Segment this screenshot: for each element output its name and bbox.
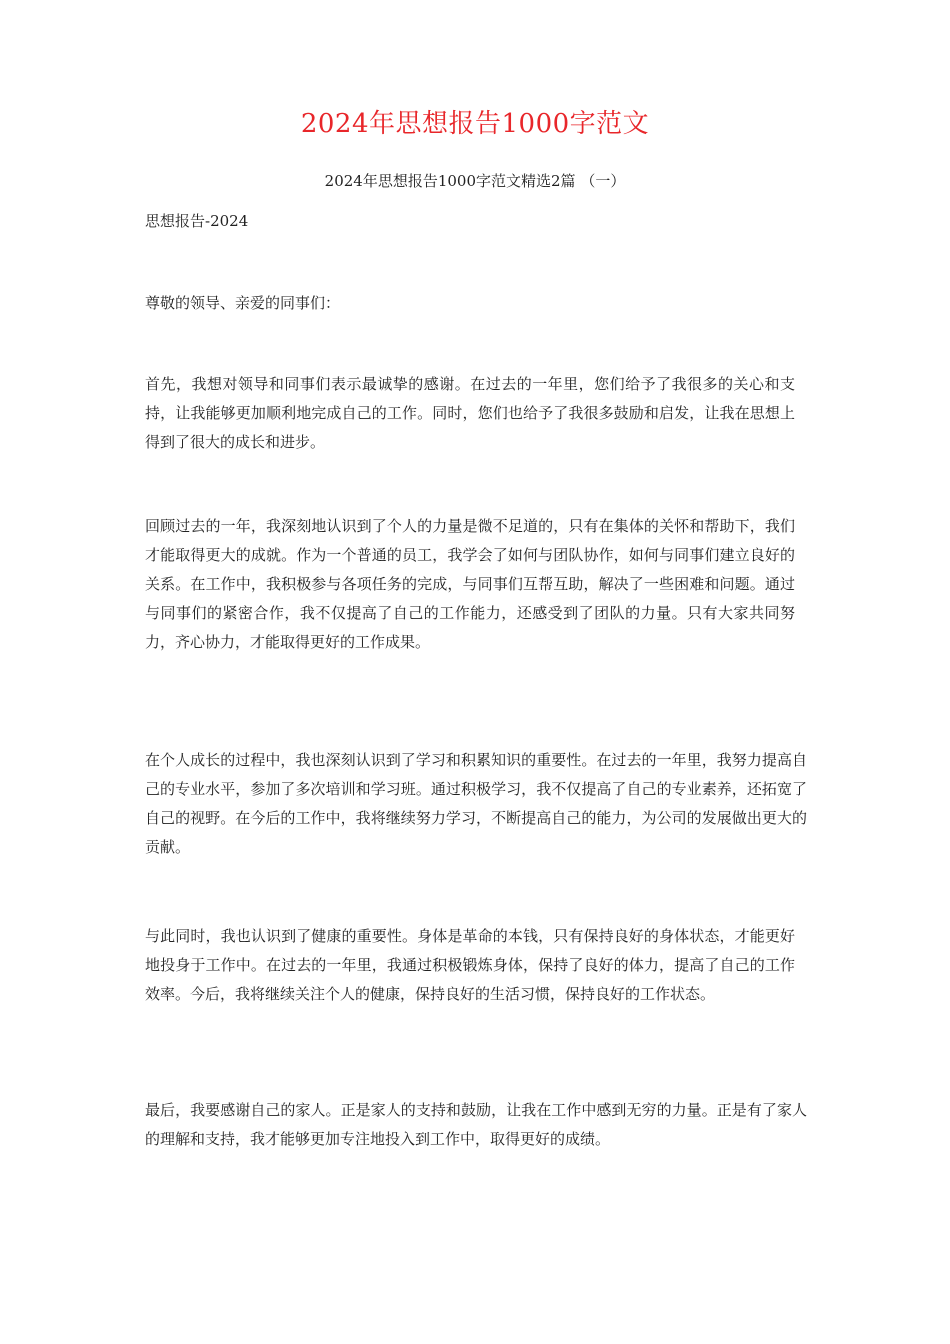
document-subtitle: 2024年思想报告1000字范文精选2篇 （一） — [324, 172, 626, 190]
report-label: 思想报告-2024 — [145, 212, 249, 230]
salutation: 尊敬的领导、亲爱的同事们： — [145, 294, 341, 312]
paragraph-health: 与此同时，我也认识到了健康的重要性。身体是革命的本钱，只有保持良好的身体状态，才能更好地投身于工作中。在过去的一年里，我通过积极锻炼身体，保持了良好的体力，提高了自己的工作效率。今后，我将继续关注个人的健康，保持良好的生活习惯，保持良好的工作状态。 — [145, 927, 795, 1003]
paragraph-learning: 在个人成长的过程中，我也深刻认识到了学习和积累知识的重要性。在过去的一年里，我努力提高自己的专业水平，参加了多次培训和学习班。通过积极学习，我不仅提高了自己的专业素养，还拓宽了自己的视野。在今后的工作中，我将继续努力学习，不断提高自己的能力，为公司的发展做出更大的贡献。 — [145, 751, 807, 856]
paragraph-family: 最后，我要感谢自己的家人。正是家人的支持和鼓励，让我在工作中感到无穷的力量。正是有了家人的理解和支持，我才能够更加专注地投入到工作中，取得更好的成绩。 — [145, 1101, 807, 1148]
paragraph-gratitude: 首先，我想对领导和同事们表示最诚挚的感谢。在过去的一年里，您们给予了我很多的关心和支持，让我能够更加顺利地完成自己的工作。同时，您们也给予了我很多鼓励和启发，让我在思想上得到了很大的成长和进步。 — [145, 375, 795, 451]
document-title: 2024年思想报告1000字范文 — [300, 109, 650, 139]
paragraph-teamwork: 回顾过去的一年，我深刻地认识到了个人的力量是微不足道的，只有在集体的关怀和帮助下，我们才能取得更大的成就。作为一个普通的员工，我学会了如何与团队协作，如何与同事们建立良好的关系。在工作中，我积极参与各项任务的完成，与同事们互帮互助，解决了一些困难和问题。通过与同事们的紧密合作，我不仅提高了自己的工作能力，还感受到了团队的力量。只有大家共同努力，齐心协力，才能取得更好的工作成果。 — [145, 517, 795, 651]
